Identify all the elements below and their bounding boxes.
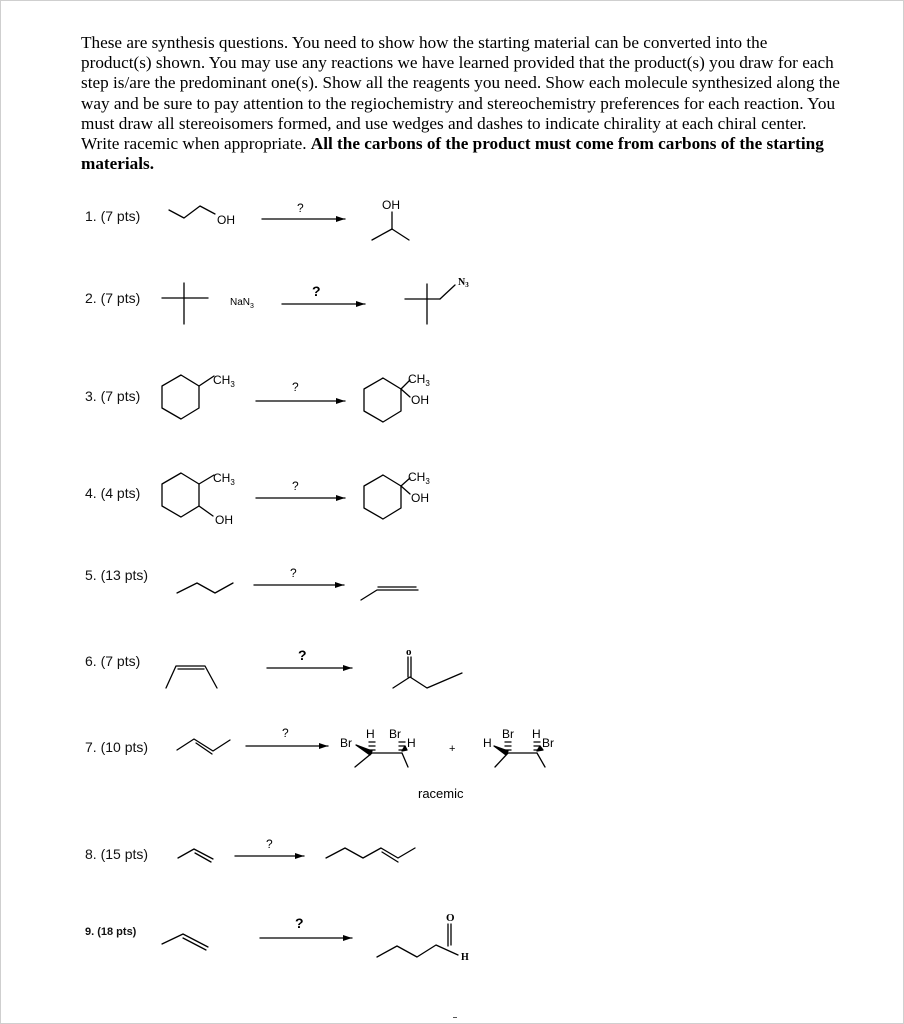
q7-product-1 bbox=[355, 742, 408, 767]
q9-product bbox=[377, 924, 458, 957]
q2-product-n3-label: $N_3$ bbox=[458, 277, 469, 289]
question-9-label: 9. (18 pts) bbox=[85, 926, 137, 938]
q3-product-ch3-label: $CH_3$ bbox=[408, 372, 430, 388]
q7-p1-h-top: H bbox=[366, 727, 375, 741]
question-7-label: 7. (10 pts) bbox=[85, 739, 149, 755]
q2-product bbox=[405, 284, 455, 324]
q3-ch3-label: $CH_3$ bbox=[213, 373, 235, 389]
q4-oh-label: OH bbox=[215, 513, 233, 527]
q7-p1-br-top: Br bbox=[389, 727, 401, 741]
instructions-text: These are synthesis questions. You need to show how the starting material can be converted into the product(s) shown. You may use any reactions we have learned provided that the product(s) you draw for each step is/are the predominant one(s). Show all the reagents you need. Show each molecule synthesized along the way and be sure to pay attention to the regiochemistry and stereochemistry preferences for each reaction. You must draw all stereoisomers formed, and use wedges and dashes to indicate chirality at each chiral center. Write racemic when appropriate. bbox=[81, 33, 840, 154]
q2-starting-material bbox=[162, 283, 208, 324]
q3-product-oh-label: OH bbox=[411, 393, 429, 407]
q1-starting-material bbox=[169, 206, 215, 218]
q9-starting-material bbox=[162, 934, 208, 950]
question-3-label: 3. (7 pts) bbox=[85, 388, 141, 404]
q2-reagent-nan3: NaN$_3$ bbox=[230, 297, 254, 310]
q1-oh-label: OH bbox=[217, 213, 235, 227]
instructions-bold-text: All the carbons of the product must come from carbons of the starting materials. bbox=[81, 134, 824, 174]
q7-p2-br-right: Br bbox=[542, 736, 554, 750]
q9-product-h-label: H bbox=[461, 952, 469, 963]
q7-p1-br-left: Br bbox=[340, 736, 352, 750]
q6-reagent-placeholder: ? bbox=[298, 647, 307, 663]
q1-product bbox=[372, 212, 409, 240]
q3-product bbox=[364, 378, 410, 422]
q3-reagent-placeholder: ? bbox=[292, 380, 299, 394]
q6-starting-material bbox=[166, 666, 217, 688]
q4-product-ch3-label: $CH_3$ bbox=[408, 470, 430, 486]
q7-p2-h-top: H bbox=[532, 727, 541, 741]
q2-reagent-placeholder: ? bbox=[312, 283, 321, 299]
q7-reagent-placeholder: ? bbox=[282, 726, 289, 740]
q3-starting-material bbox=[162, 375, 214, 419]
q1-reagent-placeholder: ? bbox=[297, 201, 304, 215]
question-6-label: 6. (7 pts) bbox=[85, 653, 141, 669]
q7-racemic-label: racemic bbox=[418, 786, 464, 801]
q4-product bbox=[364, 475, 410, 519]
q9-reagent-placeholder: ? bbox=[295, 915, 304, 931]
q6-product-o-label: o bbox=[406, 646, 412, 658]
question-4-label: 4. (4 pts) bbox=[85, 485, 141, 501]
q7-starting-material bbox=[177, 739, 230, 754]
q9-product-o-label: O bbox=[446, 912, 455, 924]
q5-product bbox=[361, 587, 418, 600]
q7-p2-h-left: H bbox=[483, 736, 492, 750]
q4-product-oh-label: OH bbox=[411, 491, 429, 505]
q8-product bbox=[326, 848, 415, 862]
q7-product-2 bbox=[494, 742, 545, 767]
question-2-label: 2. (7 pts) bbox=[85, 290, 141, 306]
q7-p2-br-top: Br bbox=[502, 727, 514, 741]
question-1-label: 1. (7 pts) bbox=[85, 208, 141, 224]
q7-p1-h-right: H bbox=[407, 736, 416, 750]
q4-reagent-placeholder: ? bbox=[292, 479, 299, 493]
q4-ch3-label: $CH_3$ bbox=[213, 471, 235, 487]
q1-product-oh-label: OH bbox=[382, 198, 400, 212]
q5-starting-material bbox=[177, 583, 233, 593]
q7-plus-sign: + bbox=[449, 743, 456, 755]
question-8-label: 8. (15 pts) bbox=[85, 846, 149, 862]
question-5-label: 5. (13 pts) bbox=[85, 567, 149, 583]
q8-starting-material bbox=[178, 849, 213, 862]
q6-product bbox=[393, 657, 462, 688]
q5-reagent-placeholder: ? bbox=[290, 566, 297, 580]
q8-reagent-placeholder: ? bbox=[266, 837, 273, 851]
q4-starting-material bbox=[162, 473, 214, 517]
